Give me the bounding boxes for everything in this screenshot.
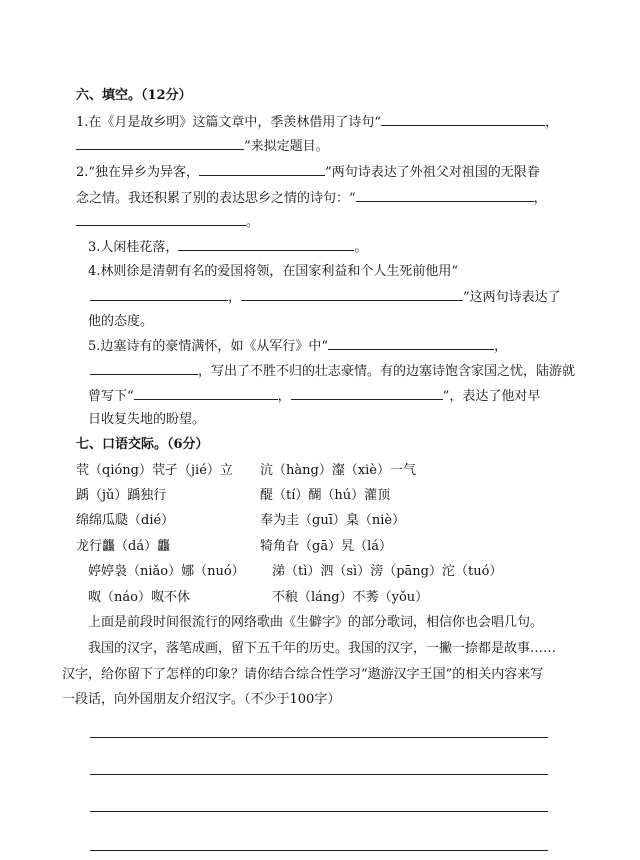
prompt-paragraph-2-line-1: 我国的汉字，落笔成画，留下五千年的历史。我国的汉字，一撇一捺都是故事…… — [88, 641, 557, 656]
answer-blank[interactable] — [241, 288, 463, 301]
question-3: 3.人闲桂花落， 。 — [88, 240, 368, 255]
answer-blank[interactable] — [291, 387, 443, 400]
answer-blank[interactable] — [90, 288, 228, 301]
answer-blank[interactable] — [76, 213, 246, 226]
lyric-word: 龙行龘（dá）龘 — [76, 539, 171, 554]
lyric-word: 呶（náo）呶不休 — [88, 590, 190, 605]
prompt-paragraph-2-line-3: 一段话，向外国朋友介绍汉字。（不少于100字） — [62, 692, 341, 707]
question-5-line-3: 曾写下“ ， ”，表达了他对早 — [88, 389, 541, 404]
writing-line[interactable] — [90, 774, 548, 775]
answer-blank[interactable] — [134, 387, 278, 400]
question-5-line-4: 日收复失地的盼望。 — [88, 412, 206, 427]
lyric-word: 踽（jǔ）踽独行 — [76, 488, 167, 503]
question-4-line-2: ， ”这两句诗表达了 — [90, 288, 561, 307]
lyric-word: 不稂（láng）不莠（yǒu） — [272, 590, 429, 605]
question-5-line-1: 5.边塞诗有的豪情满怀，如《从军行》中“ ， — [88, 339, 508, 354]
lyric-word: 犄角旮（gā）旯（lá） — [260, 539, 392, 554]
section-7-title: 七、口语交际。（6分） — [76, 437, 209, 452]
writing-line[interactable] — [90, 811, 548, 812]
lyric-word: 沆（hàng）瀣（xiè）一气 — [260, 463, 417, 478]
question-4-line-3: 他的态度。 — [88, 314, 154, 329]
answer-blank[interactable] — [178, 238, 354, 251]
answer-blank[interactable] — [381, 113, 545, 126]
lyric-word: 茕（qióng）茕孑（jié）立 — [76, 463, 233, 478]
writing-line[interactable] — [90, 850, 548, 851]
writing-line[interactable] — [90, 737, 548, 738]
lyric-word: 婷婷袅（niǎo）娜（nuó） — [88, 564, 245, 579]
lyric-word: 涕（tì）泗（sì）滂（pāng）沱（tuó） — [272, 564, 503, 579]
answer-blank[interactable] — [328, 337, 494, 350]
lyric-word: 醍（tí）醐（hú）灌顶 — [260, 488, 391, 503]
prompt-paragraph-2-line-2: 汉字，给你留下了怎样的印象？请你结合综合性学习“遨游汉字王国”的相关内容来写 — [62, 667, 544, 682]
question-5-line-2: ，写出了不胜不归的壮志豪情。有的边塞诗饱含家国之忧，陆游就 — [90, 362, 575, 381]
prompt-paragraph-1: 上面是前段时间很流行的网络歌曲《生僻字》的部分歌词，相信你也会唱几句。 — [88, 615, 544, 630]
question-4-line-1: 4.林则徐是清朝有名的爱国将领，在国家利益和个人生死前他用“ — [88, 264, 459, 279]
answer-blank[interactable] — [76, 137, 244, 150]
question-2-line-3: 。 — [76, 213, 259, 232]
section-6-title: 六、填空。（12分） — [76, 88, 192, 103]
question-1-line-1: 1.在《月是故乡明》这篇文章中，季羡林借用了诗句“ ， — [76, 115, 559, 130]
question-2-line-2: 念之情。我还积累了别的表达思乡之情的诗句：“ ， — [76, 191, 547, 206]
lyric-word: 奉为圭（guī）臬（niè） — [260, 513, 406, 528]
answer-blank[interactable] — [199, 163, 325, 176]
question-1-line-2: ”来拟定题目。 — [76, 137, 329, 156]
answer-blank[interactable] — [90, 362, 198, 375]
question-2-line-1: 2.“独在异乡为异客， ”两句诗表达了外祖父对祖国的无限眷 — [76, 165, 540, 180]
lyric-word: 绵绵瓜瓞（dié） — [76, 513, 175, 528]
answer-blank[interactable] — [356, 189, 534, 202]
